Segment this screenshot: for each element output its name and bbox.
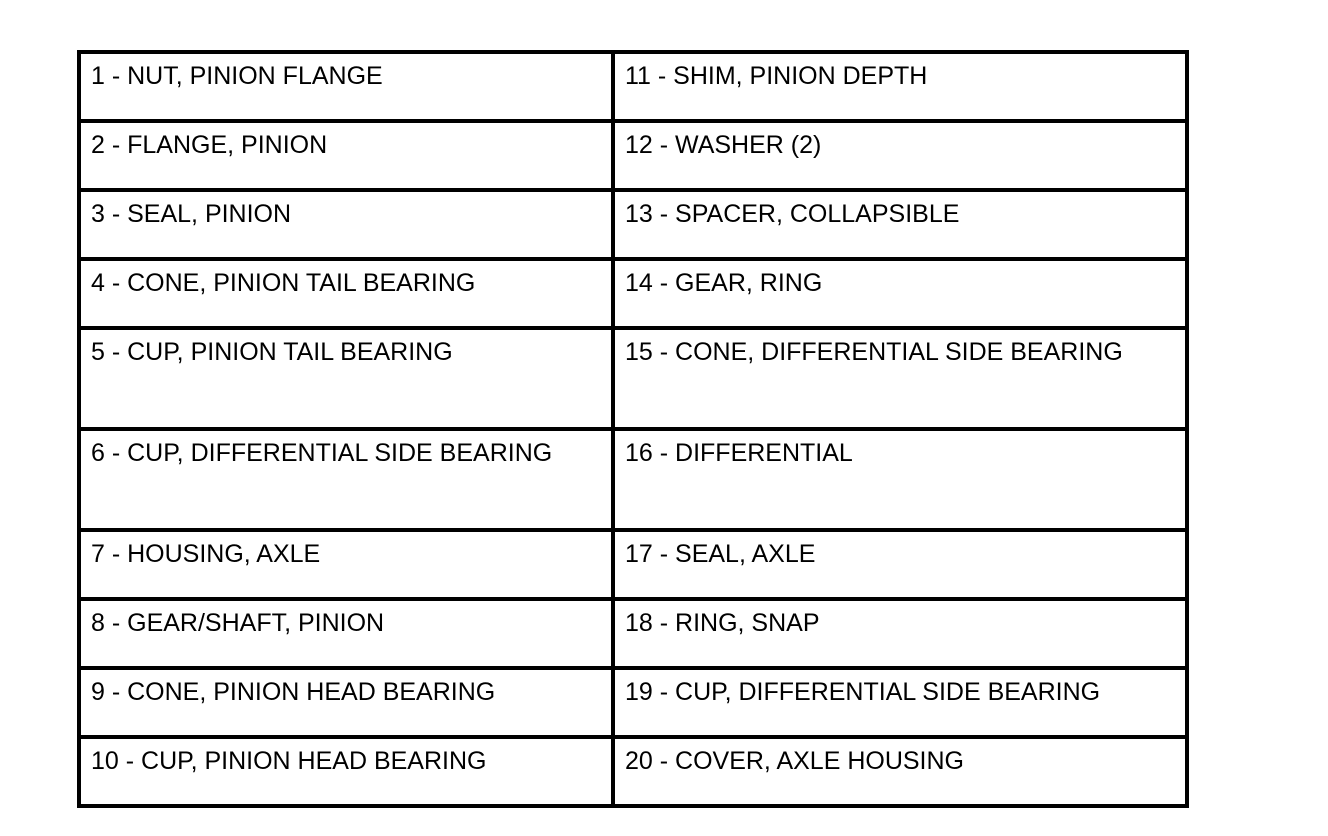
part-cell-5: 5 - CUP, PINION TAIL BEARING <box>79 328 613 429</box>
table-row <box>79 121 1187 190</box>
part-cell-20: 20 - COVER, AXLE HOUSING <box>613 737 1187 806</box>
part-cell-9: 9 - CONE, PINION HEAD BEARING <box>79 668 613 737</box>
table-row <box>79 328 1187 429</box>
part-cell-8: 8 - GEAR/SHAFT, PINION <box>79 599 613 668</box>
table-row <box>79 668 1187 737</box>
part-cell-13: 13 - SPACER, COLLAPSIBLE <box>613 190 1187 259</box>
part-cell-7: 7 - HOUSING, AXLE <box>79 530 613 599</box>
part-cell-17: 17 - SEAL, AXLE <box>613 530 1187 599</box>
part-cell-10: 10 - CUP, PINION HEAD BEARING <box>79 737 613 806</box>
part-cell-19: 19 - CUP, DIFFERENTIAL SIDE BEARING <box>613 668 1187 737</box>
part-cell-4: 4 - CONE, PINION TAIL BEARING <box>79 259 613 328</box>
table-row <box>79 599 1187 668</box>
parts-legend-table <box>77 50 1189 808</box>
table-row <box>79 429 1187 530</box>
part-cell-15: 15 - CONE, DIFFERENTIAL SIDE BEARING <box>613 328 1187 429</box>
part-cell-18: 18 - RING, SNAP <box>613 599 1187 668</box>
part-cell-11: 11 - SHIM, PINION DEPTH <box>613 52 1187 121</box>
part-cell-6: 6 - CUP, DIFFERENTIAL SIDE BEARING <box>79 429 613 530</box>
part-cell-14: 14 - GEAR, RING <box>613 259 1187 328</box>
part-cell-12: 12 - WASHER (2) <box>613 121 1187 190</box>
table-row <box>79 259 1187 328</box>
part-cell-3: 3 - SEAL, PINION <box>79 190 613 259</box>
table-row <box>79 52 1187 121</box>
part-cell-16: 16 - DIFFERENTIAL <box>613 429 1187 530</box>
part-cell-2: 2 - FLANGE, PINION <box>79 121 613 190</box>
table-row <box>79 190 1187 259</box>
table-row <box>79 737 1187 806</box>
part-cell-1: 1 - NUT, PINION FLANGE <box>79 52 613 121</box>
table-row <box>79 530 1187 599</box>
